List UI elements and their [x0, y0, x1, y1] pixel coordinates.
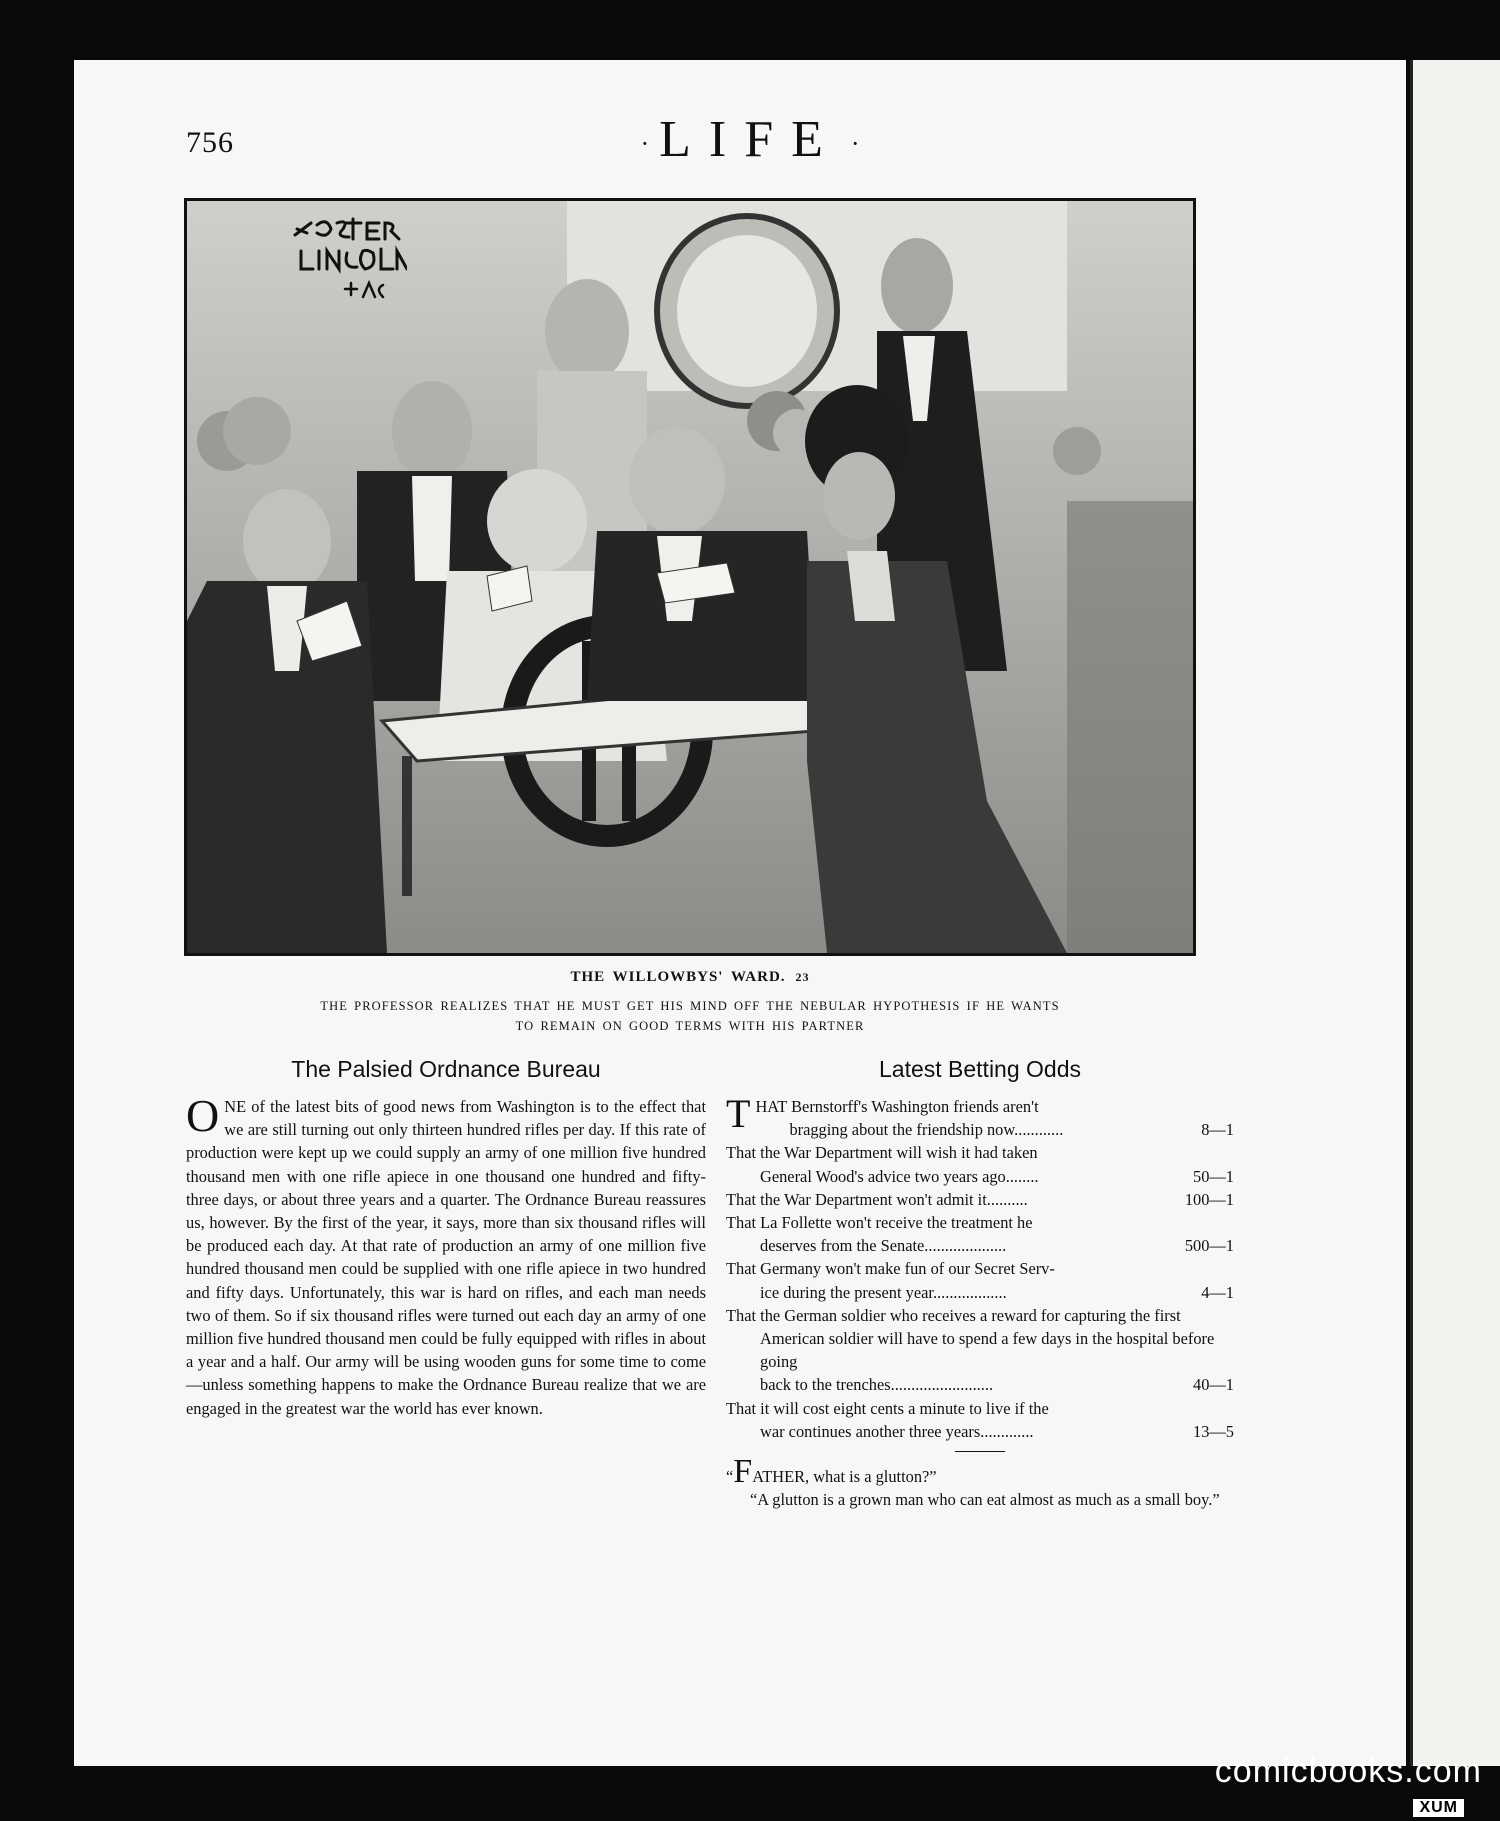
caption-title-text: THE WILLOWBYS' WARD. [570, 969, 786, 985]
joke-cap-letter: F [733, 1453, 753, 1491]
odds-lead-line: That the War Department will wish it had taken [726, 1143, 1038, 1163]
article-heading: Latest Betting Odds [878, 1056, 1081, 1082]
odds-value: 8—1 [1201, 1120, 1234, 1140]
odds-value: 13—5 [1193, 1421, 1234, 1441]
section-divider [955, 1451, 1005, 1452]
adjacent-page-edge [1410, 60, 1500, 1766]
site-watermark: comicbooks.com [1214, 1752, 1482, 1790]
odds-value: 100—1 [1184, 1189, 1234, 1209]
illustration-drawing [187, 201, 1193, 953]
masthead-dot-left: · [640, 129, 650, 159]
watermark-tag: XUM [1413, 1799, 1464, 1817]
illustration-caption-title [184, 969, 1196, 986]
joke-answer: “A glutton is a grown man who can eat almost as much as a small boy.” [750, 1490, 1220, 1510]
odds-text: General Wood's advice two years ago........ [760, 1166, 1039, 1186]
article-betting-odds [726, 1056, 1234, 1511]
odds-row [726, 1234, 1234, 1257]
joke-question-text: ATHER, what is a glutton?” [752, 1467, 937, 1487]
odds-lead-text: That the German soldier who receives a reward for capturing the first American soldier will have to spend a few days in the hospital before going [726, 1305, 1215, 1372]
caption-plate-number: 23 [795, 970, 810, 984]
odds-text: back to the trenches......................... [760, 1375, 994, 1395]
drop-cap: T [726, 1091, 751, 1136]
page-number: 756 [186, 126, 234, 159]
odds-row [726, 1165, 1234, 1188]
card-game-illustration [184, 198, 1196, 956]
article-heading: The Palsied Ordnance Bureau [291, 1056, 601, 1082]
odds-row [755, 1118, 1234, 1141]
odds-row [726, 1420, 1234, 1443]
odds-lead-text: HAT Bernstorff's Washington friends aren't [755, 1097, 1039, 1116]
odds-row [726, 1373, 1234, 1396]
odds-lead-line: That it will cost eight cents a minute to live if the [726, 1398, 1049, 1418]
illustration-caption-text: THE PROFESSOR REALIZES THAT HE MUST GET HIS MIND OFF THE NEBULAR HYPOTHESIS IF HE WANTS TO REMAIN ON GOOD TERMS WITH HIS PARTNER [320, 999, 1060, 1033]
odds-value: 40—1 [1193, 1375, 1234, 1395]
odds-lead-line [726, 1304, 1234, 1374]
odds-value: 500—1 [1184, 1236, 1234, 1256]
odds-value: 50—1 [1193, 1166, 1234, 1186]
odds-lead-line: That La Follette won't receive the treatment he [726, 1213, 1033, 1233]
masthead-dot-right: · [850, 129, 860, 159]
masthead [0, 110, 1500, 169]
article-body [186, 1090, 706, 1420]
masthead-title: LIFE [659, 111, 841, 168]
odds-row [726, 1281, 1234, 1304]
odds-lead-line: That Germany won't make fun of our Secret Serv- [726, 1259, 1055, 1279]
article-ordnance-bureau [186, 1056, 706, 1420]
drop-cap: O [186, 1090, 220, 1141]
odds-text: war continues another three years............. [760, 1421, 1034, 1441]
article-body-text: NE of the latest bits of good news from Washington is to the effect that we are still turning out only thirteen hundred rifles per day. If this rate of production were kept up we could supply an army of one million five hundred thousand men with one rifle apiece in one thousand one hundred and fifty-three days, or about three years and a quarter. The Ordnance Bureau reassures us, however. By the first of the year, it says, more than six thousand rifles will be produced each day. At that rate of production an army of one million five hundred thousand men could be supplied with one rifle apiece in two hundred and fifty days. Unfortunately, this war is hard on rifles, and each man needs two of them. So if six thousand rifles were turned out each day an army of one million five hundred thousand men could be fully equipped with rifles in about a year and a half. Our army will be using wooden guns for some time to come—unless something happens to make the Ordnance Bureau realize that we are engaged in the greatest war the world has ever known. [186, 1097, 706, 1418]
odds-text: That the War Department won't admit it.......... [726, 1189, 1028, 1209]
joke-question [726, 1453, 1234, 1491]
odds-text: bragging about the friendship now............ [789, 1120, 1064, 1140]
odds-value: 4—1 [1201, 1282, 1234, 1302]
odds-text: ice during the present year.................. [760, 1282, 1007, 1302]
odds-text: deserves from the Senate.................... [760, 1236, 1007, 1256]
joke-open-quote: “ [726, 1467, 734, 1487]
odds-row [726, 1188, 1234, 1211]
artist-signature [287, 215, 407, 305]
